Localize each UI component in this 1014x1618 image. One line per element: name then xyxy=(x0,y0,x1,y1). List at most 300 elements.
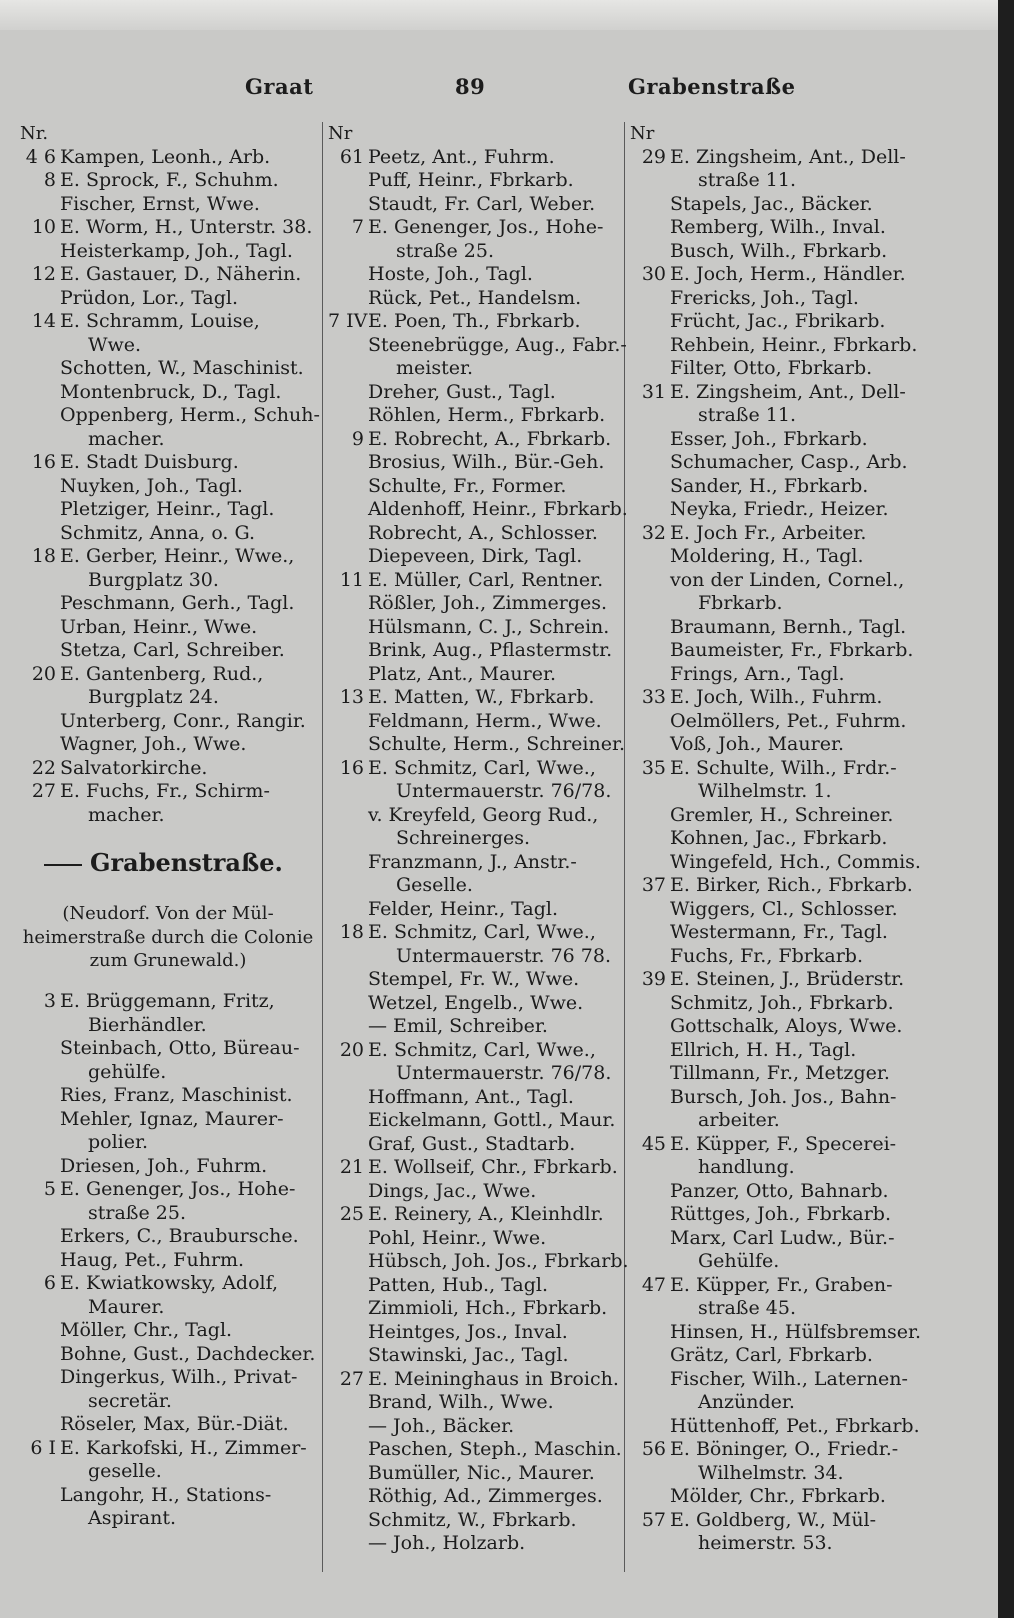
entry-text: Steenebrügge, Aug., Fabr.- xyxy=(368,333,627,356)
entry-text: E. Sprock, F., Schuhm. xyxy=(60,169,279,191)
entry-line xyxy=(20,287,320,311)
entry-line xyxy=(20,1319,320,1343)
entry-line xyxy=(328,263,623,287)
entry-text: v. Kreyfeld, Georg Rud., xyxy=(368,803,599,826)
entry-line xyxy=(20,710,320,734)
entry-line xyxy=(630,804,920,828)
house-number: 14 xyxy=(31,310,56,332)
entry-text: macher. xyxy=(88,803,165,826)
entry-text: Steinbach, Otto, Büreau- xyxy=(60,1037,300,1059)
entry-line xyxy=(630,1180,920,1204)
house-number: 39 xyxy=(641,968,666,990)
entry-line xyxy=(328,851,623,875)
entry-line xyxy=(20,428,320,452)
entry-line xyxy=(630,146,920,170)
entry-line xyxy=(328,475,623,499)
entry-line xyxy=(20,498,320,522)
entry-text: E. Brüggemann, Fritz, xyxy=(60,990,275,1012)
entry-text: Rehbein, Heinr., Fbrkarb. xyxy=(670,333,918,356)
entry-line xyxy=(328,1250,629,1274)
entry-text: — Joh., Holzarb. xyxy=(368,1532,526,1554)
entry-line xyxy=(630,1391,920,1415)
entry-text: Fuchs, Fr., Fbrkarb. xyxy=(670,944,863,967)
entry-text: Rüttges, Joh., Fbrkarb. xyxy=(670,1203,892,1225)
entry-text: Moldering, H., Tagl. xyxy=(670,545,864,567)
entry-line xyxy=(328,569,623,593)
entry-line xyxy=(630,1015,920,1039)
entry-text: E. Gerber, Heinr., Wwe., xyxy=(60,545,295,567)
entry-text: Oppenberg, Herm., Schuh- xyxy=(60,404,320,426)
entry-line xyxy=(20,1296,320,1320)
entry-line xyxy=(328,240,623,264)
entry-text: Schreinerges. xyxy=(396,827,531,849)
entry-text: Staudt, Fr. Carl, Weber. xyxy=(368,192,596,215)
header-left: Graat xyxy=(245,74,314,99)
entry-line xyxy=(630,334,920,358)
entry-text: E. Goldberg, W., Mül- xyxy=(670,1508,877,1531)
entry-line xyxy=(630,522,920,546)
column-3 xyxy=(630,122,920,1556)
entry-text: E. Fuchs, Fr., Schirm- xyxy=(60,780,270,802)
entry-text: Patten, Hub., Tagl. xyxy=(368,1273,548,1296)
entry-text: Rößler, Joh., Zimmerges. xyxy=(368,592,608,614)
entry-text: E. Joch, Herm., Händler. xyxy=(670,263,906,285)
entry-line xyxy=(630,1321,920,1345)
entry-line xyxy=(20,780,320,804)
entry-line xyxy=(20,451,320,475)
entry-text: gehülfe. xyxy=(88,1060,167,1083)
entry-text: Frings, Arn., Tagl. xyxy=(670,662,845,685)
entry-line xyxy=(328,898,623,922)
house-number: 3 xyxy=(43,990,56,1012)
entry-text: E. Gastauer, D., Näherin. xyxy=(60,263,302,285)
entry-text: Untermauerstr. 76/78. xyxy=(396,1062,612,1084)
entry-text: E. Böninger, O., Friedr.- xyxy=(670,1438,899,1460)
entry-text: Wwe. xyxy=(88,333,142,356)
entry-text: Unterberg, Conr., Rangir. xyxy=(60,709,306,732)
entry-line xyxy=(630,357,920,381)
entry-line xyxy=(20,1460,320,1484)
house-number: 45 xyxy=(641,1132,666,1155)
entry-text: E. Karkofski, H., Zimmer- xyxy=(60,1436,307,1459)
nr-label: Nr. xyxy=(20,123,49,144)
entry-text: Ellrich, H. H., Tagl. xyxy=(670,1038,857,1061)
entry-text: Paschen, Steph., Maschin. xyxy=(368,1438,622,1460)
house-number: 7 IV xyxy=(328,310,368,332)
entry-line xyxy=(328,333,627,358)
entry-line xyxy=(328,357,623,381)
entry-line xyxy=(328,404,623,428)
entry-text: Erkers, C., Braubursche. xyxy=(60,1225,299,1247)
entry-line xyxy=(20,990,320,1014)
entry-text: Pohl, Heinr., Wwe. xyxy=(368,1226,547,1249)
entry-line xyxy=(630,757,920,781)
entry-text: Aldenhoff, Heinr., Fbrkarb. xyxy=(368,498,628,520)
entry-line xyxy=(328,545,623,569)
entry-line xyxy=(630,992,920,1016)
entry-line xyxy=(20,1249,320,1273)
entry-text: Schmitz, Anna, o. G. xyxy=(60,521,256,544)
entry-line xyxy=(20,357,320,381)
entry-text: Mehler, Ignaz, Maurer- xyxy=(60,1107,284,1130)
entry-line xyxy=(328,921,623,945)
house-number: 18 xyxy=(339,921,364,943)
entry-line xyxy=(630,1509,920,1533)
entry-line xyxy=(20,686,320,710)
entry-line xyxy=(630,1039,920,1063)
entry-line xyxy=(630,1344,920,1368)
entry-text: Bumüller, Nic., Maurer. xyxy=(368,1461,595,1484)
house-number: 7 xyxy=(351,216,364,238)
entry-line xyxy=(20,1272,320,1296)
entry-text: Rück, Pet., Handelsm. xyxy=(368,286,582,309)
entry-line xyxy=(630,287,920,311)
house-number: 21 xyxy=(339,1156,364,1178)
entry-line xyxy=(630,1086,920,1110)
entry-line xyxy=(630,1250,920,1274)
entry-text: Stempel, Fr. W., Wwe. xyxy=(368,968,580,990)
street-description xyxy=(22,902,314,973)
entry-line xyxy=(630,733,920,757)
entry-text: E. Steinen, J., Brüderstr. xyxy=(670,968,905,990)
entry-text: E. Matten, W., Fbrkarb. xyxy=(368,686,595,708)
entry-line xyxy=(20,1155,320,1179)
entry-line xyxy=(328,592,623,616)
entry-line xyxy=(328,1109,623,1133)
entry-text: Peschmann, Gerh., Tagl. xyxy=(60,592,295,614)
title-dash xyxy=(44,864,82,866)
entry-line xyxy=(630,240,920,264)
entry-text: E. Schramm, Louise, xyxy=(60,310,260,332)
entry-line xyxy=(328,1274,623,1298)
entry-line xyxy=(328,169,623,193)
entry-line xyxy=(20,757,320,781)
entry-line xyxy=(328,1485,623,1509)
entry-text: Röthig, Ad., Zimmerges. xyxy=(368,1485,603,1507)
entry-text: E. Genenger, Jos., Hohe- xyxy=(60,1178,296,1200)
entry-line xyxy=(328,1086,623,1110)
entry-text: Urban, Heinr., Wwe. xyxy=(60,615,258,638)
house-number: 27 xyxy=(31,780,56,802)
house-number: 57 xyxy=(641,1508,666,1531)
entry-line xyxy=(20,146,320,170)
entry-line xyxy=(630,404,920,428)
entry-line xyxy=(20,404,320,428)
entry-line xyxy=(630,569,920,593)
column-1-grabenstrasse xyxy=(20,990,320,1531)
entry-text: Hoste, Joh., Tagl. xyxy=(368,263,533,285)
entry-text: Salvatorkirche. xyxy=(60,756,208,779)
entry-text: Stapels, Jac., Bäcker. xyxy=(670,192,873,215)
entry-text: Langohr, H., Stations- xyxy=(60,1483,272,1506)
entry-line xyxy=(630,1227,920,1251)
entry-line xyxy=(20,1084,320,1108)
entry-text: Driesen, Joh., Fuhrm. xyxy=(60,1154,268,1177)
entry-text: Fischer, Wilh., Laternen- xyxy=(670,1367,908,1390)
entry-line xyxy=(630,263,920,287)
house-number: 16 xyxy=(31,451,56,473)
column-divider xyxy=(322,122,323,1572)
entry-text: Schmitz, Joh., Fbrkarb. xyxy=(670,991,894,1014)
entry-text: Braumann, Bernh., Tagl. xyxy=(670,615,907,638)
entry-line xyxy=(328,733,626,757)
entry-text: Bohne, Gust., Dachdecker. xyxy=(60,1342,316,1365)
entry-text: meister. xyxy=(396,357,474,379)
header-right: Grabenstraße xyxy=(628,74,796,99)
entry-line xyxy=(328,1015,623,1039)
house-number: 22 xyxy=(31,756,56,779)
entry-text: Voß, Joh., Maurer. xyxy=(670,733,844,755)
entry-text: E. Kwiatkowsky, Adolf, xyxy=(60,1272,279,1294)
entry-text: Wilhelmstr. 34. xyxy=(698,1461,844,1484)
entry-line xyxy=(328,1344,623,1368)
entry-line xyxy=(20,1366,320,1390)
entry-line xyxy=(630,663,920,687)
house-number: 37 xyxy=(641,874,666,896)
entry-line xyxy=(20,1014,320,1038)
entry-line xyxy=(328,1509,623,1533)
entry-text: Burgplatz 24. xyxy=(88,686,219,708)
entry-text: handlung. xyxy=(698,1156,795,1178)
entry-text: Marx, Carl Ludw., Bür.- xyxy=(670,1226,895,1249)
entry-line xyxy=(20,1413,320,1437)
entry-text: Untermauerstr. 76/78. xyxy=(396,780,612,802)
entry-line xyxy=(20,1061,320,1085)
entry-line xyxy=(20,193,320,217)
entry-line xyxy=(630,827,920,851)
entry-list xyxy=(630,146,920,1556)
entry-list xyxy=(328,145,629,1556)
page-number: 89 xyxy=(455,74,486,99)
entry-text: Kohnen, Jac., Fbrkarb. xyxy=(670,827,888,849)
entry-text: Kampen, Leonh., Arb. xyxy=(60,145,271,168)
entry-text: Graf, Gust., Stadtarb. xyxy=(368,1132,576,1155)
page-top-edge xyxy=(0,0,1014,32)
entry-text: Felder, Heinr., Tagl. xyxy=(368,897,558,920)
house-number: 35 xyxy=(641,756,666,779)
entry-text: Hüttenhoff, Pet., Fbrkarb. xyxy=(670,1414,920,1437)
entry-line xyxy=(630,710,920,734)
entry-text: Brosius, Wilh., Bür.-Geh. xyxy=(368,451,605,473)
entry-line xyxy=(20,1437,320,1461)
entry-text: Untermauerstr. 76 78. xyxy=(396,944,612,967)
entry-line xyxy=(328,287,623,311)
entry-text: Stetza, Carl, Schreiber. xyxy=(60,639,285,661)
entry-line xyxy=(328,1391,623,1415)
house-number: 20 xyxy=(339,1038,364,1061)
entry-text: Dingerkus, Wilh., Privat- xyxy=(60,1366,298,1388)
house-number: 29 xyxy=(641,145,666,168)
entry-line xyxy=(20,1178,320,1202)
entry-line xyxy=(630,1109,920,1133)
entry-line xyxy=(630,592,920,616)
entry-text: Ries, Franz, Maschinist. xyxy=(60,1084,293,1106)
entry-text: Mölder, Chr., Fbrkarb. xyxy=(670,1485,886,1507)
entry-line xyxy=(630,874,920,898)
entry-text: Burgplatz 30. xyxy=(88,568,219,591)
entry-text: Wetzel, Engelb., Wwe. xyxy=(368,991,584,1014)
entry-line xyxy=(20,310,320,334)
entry-text: E. Küpper, Fr., Graben- xyxy=(670,1273,893,1296)
house-number: 30 xyxy=(641,263,666,285)
house-number: 33 xyxy=(641,686,666,708)
entry-text: Hinsen, H., Hülfsbremser. xyxy=(670,1320,922,1343)
entry-text: Neyka, Friedr., Heizer. xyxy=(670,498,889,520)
entry-text: Brink, Aug., Pflastermstr. xyxy=(368,639,613,661)
entry-line xyxy=(20,639,320,663)
entry-line xyxy=(328,428,623,452)
entry-text: Schotten, W., Maschinist. xyxy=(60,357,304,379)
entry-text: Eickelmann, Gottl., Maur. xyxy=(368,1109,616,1131)
entry-line xyxy=(328,757,623,781)
entry-text: Haug, Pet., Fuhrm. xyxy=(60,1248,245,1271)
entry-line xyxy=(328,1438,623,1462)
entry-text: Fbrkarb. xyxy=(698,592,783,614)
entry-line xyxy=(630,1156,920,1180)
entry-text: Hübsch, Joh. Jos., Fbrkarb. xyxy=(368,1250,629,1272)
entry-text: Grätz, Carl, Fbrkarb. xyxy=(670,1344,873,1366)
entry-line xyxy=(630,1532,920,1556)
entry-text: Peetz, Ant., Fuhrm. xyxy=(368,145,555,168)
entry-line xyxy=(630,1203,920,1227)
house-number: 25 xyxy=(339,1203,364,1225)
entry-text: E. Worm, H., Unterstr. 38. xyxy=(60,216,313,238)
entry-list xyxy=(20,146,320,828)
entry-line xyxy=(630,1274,920,1298)
entry-line xyxy=(20,240,320,264)
entry-line xyxy=(328,710,623,734)
entry-text: Wilhelmstr. 1. xyxy=(698,780,832,802)
directory-page xyxy=(0,30,1000,1618)
entry-line xyxy=(630,686,920,710)
entry-text: Brand, Wilh., Wwe. xyxy=(368,1391,554,1413)
entry-text: Baumeister, Fr., Fbrkarb. xyxy=(670,639,914,661)
entry-text: arbeiter. xyxy=(698,1109,780,1131)
entry-text: heimerstr. 53. xyxy=(698,1532,833,1554)
entry-text: E. Küpper, F., Specerei- xyxy=(670,1132,897,1155)
entry-line xyxy=(328,945,623,969)
entry-text: Wagner, Joh., Wwe. xyxy=(60,733,247,755)
entry-text: — Emil, Schreiber. xyxy=(368,1015,548,1037)
entry-text: Zimmioli, Hch., Fbrkarb. xyxy=(368,1297,608,1319)
entry-line xyxy=(20,1108,320,1132)
desc-line: zum Grunewald.) xyxy=(89,950,247,971)
entry-text: Schulte, Fr., Former. xyxy=(368,474,567,497)
entry-line xyxy=(328,1462,623,1486)
entry-text: Hülsmann, C. J., Schrein. xyxy=(368,615,610,638)
entry-text: E. Robrecht, A., Fbrkarb. xyxy=(368,427,612,450)
entry-line xyxy=(630,1133,920,1157)
entry-text: Schmitz, W., Fbrkarb. xyxy=(368,1508,577,1531)
entry-text: polier. xyxy=(88,1131,149,1153)
entry-text: geselle. xyxy=(88,1460,162,1482)
entry-text: Oelmöllers, Pet., Fuhrm. xyxy=(670,709,907,732)
entry-line xyxy=(328,1297,623,1321)
entry-text: secretär. xyxy=(88,1389,172,1412)
entry-line xyxy=(20,569,320,593)
entry-text: Maurer. xyxy=(88,1295,165,1318)
entry-text: Diepeveen, Dirk, Tagl. xyxy=(368,545,583,567)
entry-line xyxy=(20,1131,320,1155)
entry-line xyxy=(328,1039,623,1063)
entry-line xyxy=(20,522,320,546)
entry-text: E. Joch, Wilh., Fuhrm. xyxy=(670,686,883,708)
entry-line xyxy=(630,193,920,217)
entry-text: Busch, Wilh., Fbrkarb. xyxy=(670,239,888,262)
entry-text: Heisterkamp, Joh., Tagl. xyxy=(60,239,293,262)
entry-line xyxy=(20,616,320,640)
entry-line xyxy=(328,1415,623,1439)
entry-line xyxy=(630,851,920,875)
entry-text: E. Gantenberg, Rud., xyxy=(60,662,264,685)
entry-line xyxy=(20,1390,320,1414)
house-number: 13 xyxy=(339,686,364,708)
entry-text: straße 11. xyxy=(698,169,796,191)
entry-text: E. Reinery, A., Kleinhdlr. xyxy=(368,1203,604,1225)
entry-text: Hoffmann, Ant., Tagl. xyxy=(368,1085,574,1108)
entry-text: E. Stadt Duisburg. xyxy=(60,451,239,473)
entry-text: E. Müller, Carl, Rentner. xyxy=(368,568,604,591)
entry-text: E. Schmitz, Carl, Wwe., xyxy=(368,921,596,943)
entry-line xyxy=(328,381,623,405)
entry-line xyxy=(328,310,623,334)
entry-text: Sander, H., Fbrkarb. xyxy=(670,474,869,497)
desc-line: (Neudorf. Von der Mül- xyxy=(62,903,274,924)
entry-line xyxy=(328,827,623,851)
entry-line xyxy=(630,1297,920,1321)
entry-text: straße 25. xyxy=(88,1201,186,1224)
house-number: 10 xyxy=(31,216,56,238)
entry-line xyxy=(630,498,920,522)
entry-text: Puff, Heinr., Fbrkarb. xyxy=(368,169,574,191)
entry-text: Remberg, Wilh., Inval. xyxy=(670,216,886,238)
entry-text: Bierhändler. xyxy=(88,1013,207,1036)
house-number: 6 xyxy=(43,1272,56,1294)
entry-line xyxy=(20,381,320,405)
street-title: Grabenstraße. xyxy=(90,848,283,877)
house-number: 56 xyxy=(641,1438,666,1460)
entry-line xyxy=(328,968,623,992)
entry-line xyxy=(328,1156,623,1180)
column-2 xyxy=(328,122,629,1556)
entry-text: E. Schmitz, Carl, Wwe., xyxy=(368,756,596,779)
entry-text: Dings, Jac., Wwe. xyxy=(368,1179,537,1202)
entry-line xyxy=(20,1225,320,1249)
entry-line xyxy=(20,1507,320,1531)
entry-line xyxy=(328,451,623,475)
entry-text: Anzünder. xyxy=(698,1391,795,1413)
entry-line xyxy=(630,1062,920,1086)
house-number: 12 xyxy=(31,263,56,285)
entry-text: Frericks, Joh., Tagl. xyxy=(670,286,859,309)
entry-text: macher. xyxy=(88,427,165,450)
entry-text: Westermann, Fr., Tagl. xyxy=(670,921,888,943)
house-number: 27 xyxy=(339,1367,364,1390)
entry-text: straße 25. xyxy=(396,239,494,262)
entry-text: E. Zingsheim, Ant., Dell- xyxy=(670,380,906,403)
entry-line xyxy=(20,1037,320,1061)
house-number: 20 xyxy=(31,662,56,685)
entry-line xyxy=(630,639,920,663)
entry-text: Bursch, Joh. Jos., Bahn- xyxy=(670,1085,897,1108)
house-number: 61 xyxy=(339,145,364,168)
nr-label: Nr xyxy=(630,123,655,144)
entry-line xyxy=(328,1062,623,1086)
entry-text: E. Birker, Rich., Fbrkarb. xyxy=(670,874,913,896)
entry-line xyxy=(630,1462,920,1486)
entry-text: straße 45. xyxy=(698,1297,796,1319)
entry-text: Montenbruck, D., Tagl. xyxy=(60,380,282,403)
